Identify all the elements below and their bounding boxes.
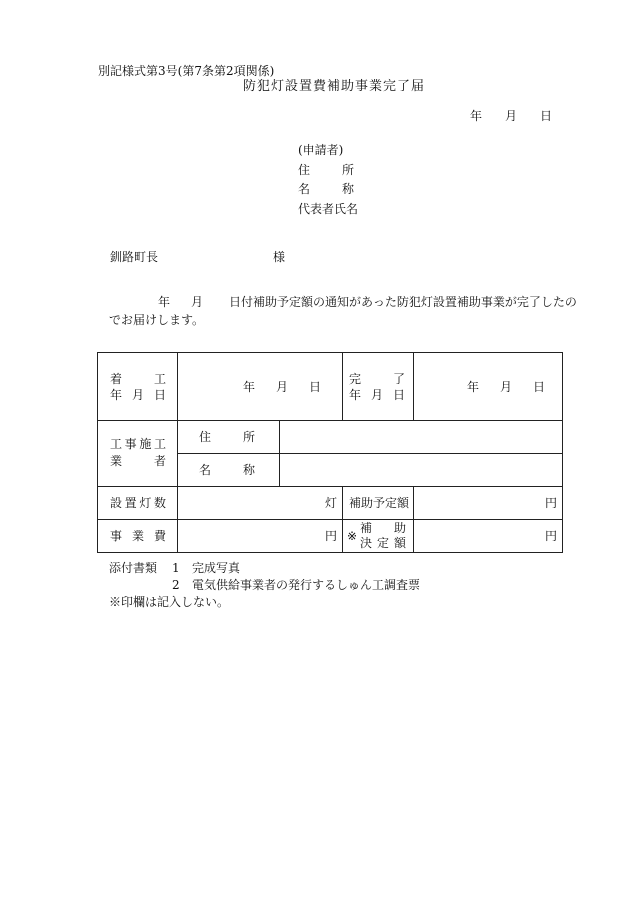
form-number: 別記様式第3号(第7条第2項関係)	[98, 64, 275, 78]
table-line	[413, 486, 414, 553]
label-char: 完	[349, 372, 362, 386]
project-cost-unit: 円	[325, 529, 338, 543]
applicant-address-label	[298, 164, 354, 176]
label-char: 業	[131, 529, 144, 543]
date-char: 日	[308, 380, 321, 394]
lights-label	[110, 497, 166, 509]
label-char: 了	[392, 372, 405, 386]
decided-label-bottom	[360, 537, 406, 549]
address-char: 所	[341, 163, 354, 177]
complete-label-top	[349, 373, 405, 385]
recipient-name: 釧路町長	[110, 250, 159, 264]
contractor-address-field[interactable]	[281, 422, 560, 452]
attachment-2-number: 2	[172, 578, 180, 592]
date-char: 年	[243, 380, 256, 394]
body-text-line2: でお届けします。	[109, 313, 205, 327]
label-char: 費	[153, 529, 166, 543]
label-char: 数	[153, 496, 166, 510]
start-date-field[interactable]	[243, 381, 321, 393]
label-char: 年	[349, 388, 362, 402]
applicant-name-label	[298, 183, 354, 195]
table-line	[413, 352, 414, 420]
completion-table	[97, 352, 563, 553]
name-char: 名	[298, 182, 311, 196]
footnote: ※印欄は記入しない。	[109, 595, 230, 609]
contractor-address-label	[199, 431, 255, 443]
attachment-2: 電気供給事業者の発行するしゅん工調査票	[192, 578, 421, 592]
complete-label-bottom	[349, 389, 405, 401]
date-year: 年	[470, 109, 483, 123]
complete-date-field[interactable]	[467, 381, 545, 393]
table-line	[97, 486, 563, 487]
decided-mark: ※	[347, 529, 358, 543]
date-char: 月	[275, 380, 288, 394]
label-char: 施	[139, 437, 152, 451]
table-line	[97, 352, 563, 353]
table-line	[97, 519, 563, 520]
table-line	[342, 352, 343, 420]
contractor-label-top	[110, 438, 166, 450]
label-char: 額	[393, 536, 406, 550]
label-char: 日	[153, 388, 166, 402]
label-char: 者	[153, 454, 166, 468]
table-line	[279, 420, 280, 486]
attachment-1: 完成写真	[192, 561, 241, 575]
table-line	[562, 352, 563, 553]
label-char: 工	[153, 437, 166, 451]
submission-date	[470, 110, 552, 122]
date-day: 日	[539, 109, 552, 123]
label-char: 月	[370, 388, 383, 402]
label-char: 業	[110, 454, 123, 468]
label-char: 事	[110, 529, 123, 543]
planned-subsidy-label: 補助予定額	[349, 496, 410, 510]
start-label-bottom	[110, 389, 166, 401]
name-char: 称	[341, 182, 354, 196]
contractor-name-label	[199, 464, 255, 476]
label-char: 日	[392, 388, 405, 402]
document-title: 防犯灯設置費補助事業完了届	[243, 79, 426, 94]
label-char: 名	[199, 463, 212, 477]
date-char: 月	[499, 380, 512, 394]
table-line	[97, 352, 98, 553]
project-cost-label	[110, 530, 166, 542]
recipient-honorific: 様	[273, 250, 286, 264]
label-char: 称	[242, 463, 255, 477]
table-line	[177, 453, 563, 454]
label-char: 助	[393, 521, 406, 535]
label-char: 置	[124, 496, 137, 510]
date-month: 月	[504, 109, 517, 123]
applicant-label: (申請者)	[298, 143, 344, 157]
contractor-name-field[interactable]	[281, 455, 560, 485]
address-char: 住	[298, 163, 311, 177]
label-char: 所	[242, 430, 255, 444]
body-year: 年	[158, 295, 171, 309]
applicant-representative-label: 代表者氏名	[298, 202, 359, 216]
label-char: 工	[153, 372, 166, 386]
table-line	[97, 552, 563, 553]
label-char: 年	[110, 388, 123, 402]
table-line	[97, 420, 563, 421]
label-char: 灯	[139, 496, 152, 510]
contractor-label-bottom	[110, 455, 166, 467]
date-char: 日	[532, 380, 545, 394]
body-text-line1: 日付補助予定額の通知があった防犯灯設置補助事業が完了したの	[229, 295, 577, 309]
label-char: 工	[110, 437, 123, 451]
lights-unit: 灯	[325, 496, 338, 510]
decided-label-top	[360, 522, 406, 534]
attachments-label: 添付書類	[109, 561, 158, 575]
label-char: 着	[110, 372, 123, 386]
date-char: 年	[467, 380, 480, 394]
attachment-1-number: 1	[172, 561, 180, 575]
label-char: 定	[376, 536, 389, 550]
label-char: 月	[131, 388, 144, 402]
planned-subsidy-unit: 円	[545, 496, 558, 510]
table-line	[177, 352, 178, 553]
label-char: 補	[360, 521, 373, 535]
table-line	[342, 486, 343, 553]
label-char: 設	[110, 496, 123, 510]
decided-unit: 円	[545, 529, 558, 543]
label-char: 事	[124, 437, 137, 451]
start-label-top	[110, 373, 166, 385]
label-char: 決	[360, 536, 373, 550]
body-month: 月	[191, 295, 204, 309]
label-char: 住	[199, 430, 212, 444]
